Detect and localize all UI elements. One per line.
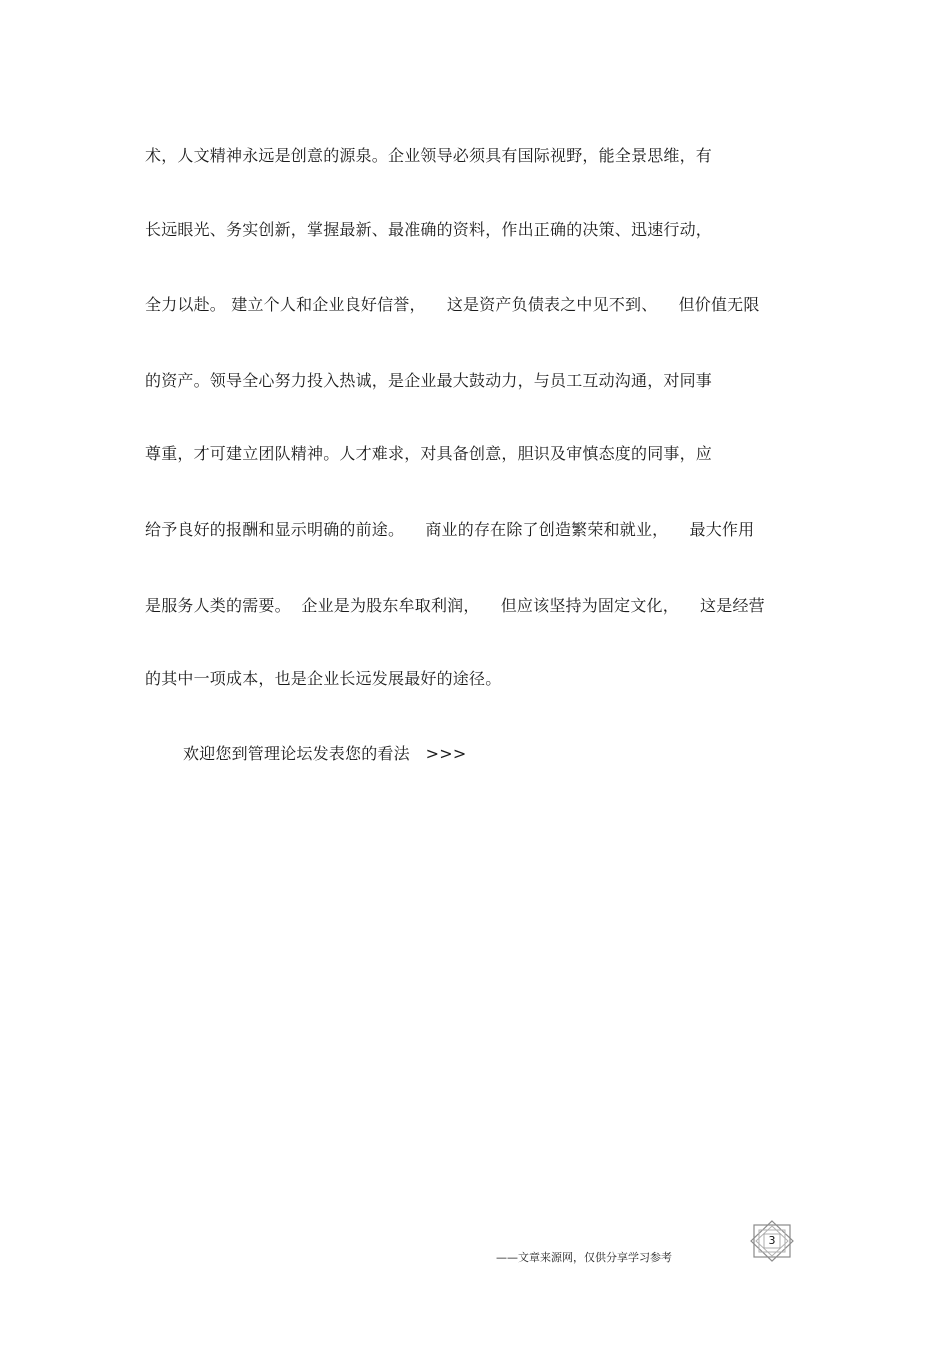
paragraph-line: 尊重，才可建立团队精神。人才难求，对具备创意，胆识及审慎态度的同事，应 (145, 444, 713, 463)
paragraph-line: 长远眼光、务实创新，掌握最新、最准确的资料，作出正确的决策、迅速行动， (145, 220, 713, 239)
page-number-badge (748, 1220, 796, 1262)
paragraph-line: 全力以赴。 建立个人和企业良好信誉， 这是资产负债表之中见不到、 但价值无限 (145, 295, 760, 314)
forum-invitation-link[interactable]: 欢迎您到管理论坛发表您的看法 >>> (183, 744, 467, 763)
paragraph-line: 术，人文精神永远是创意的源泉。企业领导必须具有国际视野，能全景思维，有 (145, 146, 713, 165)
paragraph-line: 是服务人类的需要。 企业是为股东牟取利润， 但应该坚持为固定文化， 这是经营 (145, 596, 765, 615)
paragraph-line: 给予良好的报酬和显示明确的前途。 商业的存在除了创造繁荣和就业， 最大作用 (145, 520, 755, 539)
paragraph-line: 的其中一项成本，也是企业长远发展最好的途径。 (145, 669, 502, 688)
paragraph-line: 的资产。领导全心努力投入热诚，是企业最大鼓动力，与员工互动沟通，对同事 (145, 371, 713, 390)
source-note: ——文章来源网，仅供分享学习参考 (496, 1251, 672, 1264)
page-number: 3 (768, 1234, 776, 1247)
